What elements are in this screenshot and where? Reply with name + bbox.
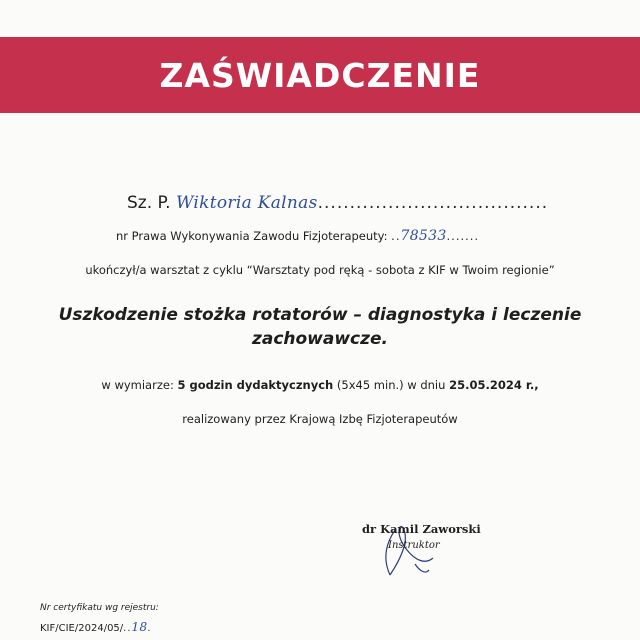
registry-prefix: KIF/CIE/2024/05/ <box>40 623 124 634</box>
scope-detail: (5x45 min.) w dniu <box>336 378 446 392</box>
recipient-prefix: Sz. P. <box>127 193 171 213</box>
license-dots-before: .. <box>391 229 401 243</box>
registry-dots-after: . <box>147 623 152 634</box>
signer-role: Instruktor <box>388 540 440 551</box>
scope-line <box>0 378 640 392</box>
organizer-text: realizowany przez Krajową Izbę Fizjoterapeutów <box>182 412 458 426</box>
license-dots-after: ....... <box>446 229 480 243</box>
signer-name: dr Kamil Zaworski <box>362 522 481 536</box>
header-banner <box>0 37 640 113</box>
registry-label: Nr certyfikatu wg rejestru: <box>40 603 159 613</box>
license-label: nr Prawa Wykonywania Zawodu Fizjoterapeuty: <box>116 229 388 243</box>
certificate-title: ZAŚWIADCZENIE <box>159 55 481 95</box>
registry-dots: .. <box>123 623 132 634</box>
scope-date: 25.05.2024 r., <box>449 378 539 392</box>
license-number: 78533 <box>400 228 447 244</box>
registry-number-line <box>40 620 152 634</box>
scope-prefix: w wymiarze: <box>101 378 174 392</box>
recipient-dots: .................................... <box>317 193 549 213</box>
course-cycle-text: ukończył/a warsztat z cyklu “Warsztaty pod ręką - sobota z KIF w Twoim regionie” <box>85 263 555 277</box>
registry-number: 18 <box>131 620 148 634</box>
recipient-line <box>127 193 548 213</box>
recipient-name: Wiktoria Kalnas <box>175 193 318 213</box>
scope-hours: 5 godzin dydaktycznych <box>177 378 334 392</box>
license-line <box>116 228 479 244</box>
course-title: Uszkodzenie stożka rotatorów – diagnostyka i leczenie zachowawcze. <box>58 305 582 349</box>
